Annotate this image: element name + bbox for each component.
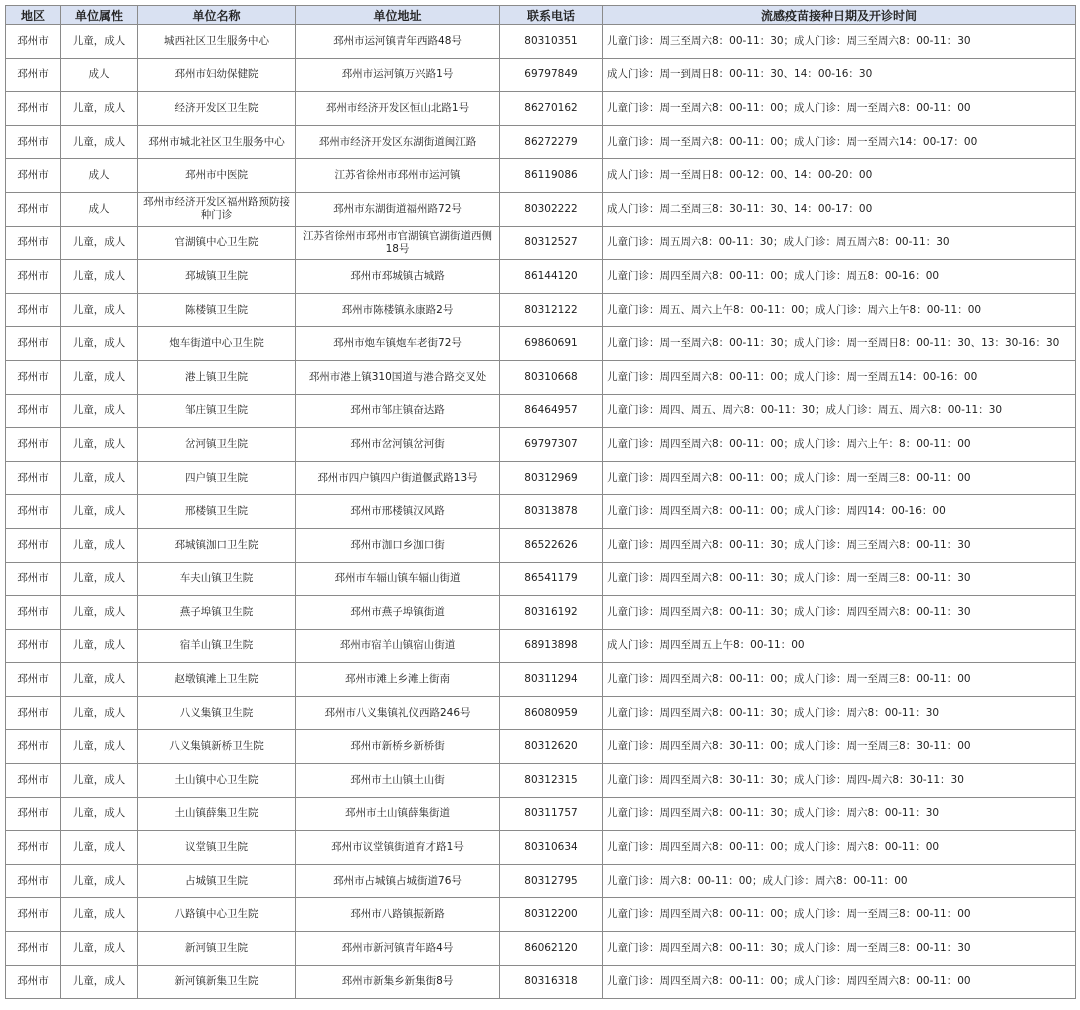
- cell-schedule: 儿童门诊：周四至周六8：00-11：00；成人门诊：周一至周三8：00-11：00: [603, 663, 1076, 697]
- cell-phone: 86144120: [500, 260, 603, 294]
- cell-region: 邳州市: [6, 730, 61, 764]
- cell-phone: 86119086: [500, 159, 603, 193]
- cell-phone: 86464957: [500, 394, 603, 428]
- cell-unit-address: 邳州市宿羊山镇宿山街道: [296, 629, 500, 663]
- cell-schedule: 儿童门诊：周四至周六8：00-11：00；成人门诊：周六上午：8：00-11：00: [603, 428, 1076, 462]
- header-unit-address: 单位地址: [296, 6, 500, 25]
- cell-schedule: 儿童门诊：周六8：00-11：00；成人门诊：周六8：00-11：00: [603, 864, 1076, 898]
- cell-region: 邳州市: [6, 293, 61, 327]
- cell-unit-address: 邳州市八路镇振新路: [296, 898, 500, 932]
- header-row: [6, 6, 1076, 25]
- header-region: 地区: [6, 6, 61, 25]
- cell-schedule: 儿童门诊：周四至周六8：00-11：00；成人门诊：周一至周三8：00-11：00: [603, 898, 1076, 932]
- cell-phone: 86272279: [500, 125, 603, 159]
- cell-schedule: 成人门诊：周二至周三8：30-11：30、14：00-17：00: [603, 192, 1076, 226]
- cell-unit-name: 赵墩镇滩上卫生院: [138, 663, 296, 697]
- table-row: [6, 25, 1076, 59]
- cell-unit-address: 邳州市议堂镇街道育才路1号: [296, 831, 500, 865]
- table-row: [6, 58, 1076, 92]
- cell-unit-type: 儿童，成人: [61, 797, 138, 831]
- cell-schedule: 儿童门诊：周四至周六8：00-11：30；成人门诊：周六8：00-11：30: [603, 797, 1076, 831]
- cell-unit-address: 邳州市经济开发区东湖街道闽江路: [296, 125, 500, 159]
- cell-unit-address: 邳州市八义集镇礼仪西路246号: [296, 696, 500, 730]
- cell-unit-address: 邳州市经济开发区恒山北路1号: [296, 92, 500, 126]
- cell-unit-address: 江苏省徐州市邳州市运河镇: [296, 159, 500, 193]
- cell-unit-name: 陈楼镇卫生院: [138, 293, 296, 327]
- table-row: [6, 764, 1076, 798]
- table-row: [6, 797, 1076, 831]
- cell-unit-name: 新河镇新集卫生院: [138, 965, 296, 999]
- cell-phone: 80311294: [500, 663, 603, 697]
- cell-region: 邳州市: [6, 629, 61, 663]
- cell-unit-name: 占城镇卫生院: [138, 864, 296, 898]
- cell-unit-type: 儿童，成人: [61, 226, 138, 260]
- table-row: [6, 125, 1076, 159]
- cell-unit-name: 邳城镇泇口卫生院: [138, 528, 296, 562]
- cell-phone: 80302222: [500, 192, 603, 226]
- cell-unit-type: 儿童，成人: [61, 461, 138, 495]
- cell-region: 邳州市: [6, 25, 61, 59]
- table-row: [6, 528, 1076, 562]
- cell-unit-name: 四户镇卫生院: [138, 461, 296, 495]
- cell-phone: 80312200: [500, 898, 603, 932]
- cell-unit-type: 成人: [61, 192, 138, 226]
- cell-phone: 80310634: [500, 831, 603, 865]
- cell-unit-type: 儿童，成人: [61, 629, 138, 663]
- cell-schedule: 儿童门诊：周五周六8：00-11：30；成人门诊：周五周六8：00-11：30: [603, 226, 1076, 260]
- cell-unit-name: 邳州市城北社区卫生服务中心: [138, 125, 296, 159]
- cell-unit-address: 邳州市新河镇青年路4号: [296, 932, 500, 966]
- cell-unit-name: 官湖镇中心卫生院: [138, 226, 296, 260]
- table-row: [6, 730, 1076, 764]
- cell-unit-type: 儿童，成人: [61, 528, 138, 562]
- cell-schedule: 儿童门诊：周四至周六8：00-11：00；成人门诊：周五8：00-16：00: [603, 260, 1076, 294]
- cell-phone: 69860691: [500, 327, 603, 361]
- vaccine-schedule-table: [5, 5, 1076, 999]
- cell-region: 邳州市: [6, 528, 61, 562]
- cell-unit-address: 邳州市土山镇薛集街道: [296, 797, 500, 831]
- table-row: [6, 192, 1076, 226]
- cell-phone: 86080959: [500, 696, 603, 730]
- cell-unit-name: 邹庄镇卫生院: [138, 394, 296, 428]
- cell-unit-type: 儿童，成人: [61, 25, 138, 59]
- cell-phone: 80312795: [500, 864, 603, 898]
- table-row: [6, 831, 1076, 865]
- cell-unit-name: 炮车街道中心卫生院: [138, 327, 296, 361]
- header-schedule: 流感疫苗接种日期及开诊时间: [603, 6, 1076, 25]
- table-row: [6, 293, 1076, 327]
- cell-schedule: 儿童门诊：周一至周六8：00-11：30；成人门诊：周一至周日8：00-11：30、13：30-16：30: [603, 327, 1076, 361]
- cell-unit-type: 儿童，成人: [61, 965, 138, 999]
- cell-unit-name: 港上镇卫生院: [138, 360, 296, 394]
- table-row: [6, 428, 1076, 462]
- cell-region: 邳州市: [6, 562, 61, 596]
- cell-region: 邳州市: [6, 327, 61, 361]
- cell-region: 邳州市: [6, 831, 61, 865]
- cell-schedule: 儿童门诊：周四至周六8：00-11：30；成人门诊：周三至周六8：00-11：30: [603, 528, 1076, 562]
- cell-unit-name: 城西社区卫生服务中心: [138, 25, 296, 59]
- cell-unit-type: 儿童，成人: [61, 764, 138, 798]
- cell-unit-address: 邳州市运河镇万兴路1号: [296, 58, 500, 92]
- cell-phone: 86062120: [500, 932, 603, 966]
- table-row: [6, 327, 1076, 361]
- cell-phone: 80312620: [500, 730, 603, 764]
- cell-schedule: 儿童门诊：周三至周六8：00-11：30；成人门诊：周三至周六8：00-11：30: [603, 25, 1076, 59]
- cell-unit-type: 儿童，成人: [61, 92, 138, 126]
- cell-unit-address: 邳州市四户镇四户街道偃武路13号: [296, 461, 500, 495]
- cell-schedule: 成人门诊：周一到周日8：00-11：30、14：00-16：30: [603, 58, 1076, 92]
- cell-schedule: 儿童门诊：周四至周六8：00-11：00；成人门诊：周六8：00-11：00: [603, 831, 1076, 865]
- cell-schedule: 儿童门诊：周五、周六上午8：00-11：00；成人门诊：周六上午8：00-11：00: [603, 293, 1076, 327]
- cell-phone: 80312527: [500, 226, 603, 260]
- table-row: [6, 495, 1076, 529]
- cell-region: 邳州市: [6, 596, 61, 630]
- cell-unit-name: 土山镇薛集卫生院: [138, 797, 296, 831]
- cell-unit-name: 邳城镇卫生院: [138, 260, 296, 294]
- header-unit-type: 单位属性: [61, 6, 138, 25]
- cell-schedule: 儿童门诊：周四至周六8：00-11：00；成人门诊：周一至周三8：00-11：00: [603, 461, 1076, 495]
- header-phone: 联系电话: [500, 6, 603, 25]
- cell-unit-name: 邢楼镇卫生院: [138, 495, 296, 529]
- cell-unit-name: 新河镇卫生院: [138, 932, 296, 966]
- cell-region: 邳州市: [6, 159, 61, 193]
- cell-unit-name: 邳州市妇幼保健院: [138, 58, 296, 92]
- cell-unit-type: 儿童，成人: [61, 898, 138, 932]
- cell-unit-type: 儿童，成人: [61, 495, 138, 529]
- cell-region: 邳州市: [6, 696, 61, 730]
- cell-unit-name: 经济开发区卫生院: [138, 92, 296, 126]
- cell-region: 邳州市: [6, 394, 61, 428]
- header-unit-name: 单位名称: [138, 6, 296, 25]
- cell-region: 邳州市: [6, 663, 61, 697]
- cell-unit-address: 邳州市邳城镇古城路: [296, 260, 500, 294]
- cell-unit-type: 儿童，成人: [61, 327, 138, 361]
- cell-schedule: 儿童门诊：周四至周六8：00-11：30；成人门诊：周六8：00-11：30: [603, 696, 1076, 730]
- cell-schedule: 儿童门诊：周一至周六8：00-11：00；成人门诊：周一至周六14：00-17：00: [603, 125, 1076, 159]
- table-row: [6, 394, 1076, 428]
- cell-unit-address: 江苏省徐州市邳州市官湖镇官湖街道西侧18号: [296, 226, 500, 260]
- cell-schedule: 成人门诊：周一至周日8：00-12：00、14：00-20：00: [603, 159, 1076, 193]
- cell-unit-name: 议堂镇卫生院: [138, 831, 296, 865]
- cell-unit-name: 八义集镇新桥卫生院: [138, 730, 296, 764]
- cell-region: 邳州市: [6, 965, 61, 999]
- cell-unit-type: 儿童，成人: [61, 596, 138, 630]
- cell-phone: 80316318: [500, 965, 603, 999]
- cell-unit-name: 土山镇中心卫生院: [138, 764, 296, 798]
- cell-region: 邳州市: [6, 125, 61, 159]
- cell-unit-type: 儿童，成人: [61, 864, 138, 898]
- cell-unit-name: 邳州市中医院: [138, 159, 296, 193]
- cell-phone: 80310351: [500, 25, 603, 59]
- table-row: [6, 629, 1076, 663]
- cell-unit-address: 邳州市岔河镇岔河街: [296, 428, 500, 462]
- cell-phone: 80312315: [500, 764, 603, 798]
- cell-region: 邳州市: [6, 495, 61, 529]
- cell-schedule: 儿童门诊：周四至周六8：30-11：30；成人门诊：周四-周六8：30-11：30: [603, 764, 1076, 798]
- cell-phone: 69797849: [500, 58, 603, 92]
- cell-unit-address: 邳州市新集乡新集街8号: [296, 965, 500, 999]
- cell-schedule: 儿童门诊：周四至周六8：00-11：30；成人门诊：周一至周三8：00-11：30: [603, 562, 1076, 596]
- cell-unit-address: 邳州市港上镇310国道与港合路交叉处: [296, 360, 500, 394]
- cell-phone: 86270162: [500, 92, 603, 126]
- cell-phone: 80313878: [500, 495, 603, 529]
- cell-phone: 68913898: [500, 629, 603, 663]
- cell-region: 邳州市: [6, 58, 61, 92]
- cell-unit-name: 宿羊山镇卫生院: [138, 629, 296, 663]
- vaccine-schedule-table-wrapper: [5, 5, 1075, 999]
- cell-phone: 80311757: [500, 797, 603, 831]
- cell-schedule: 儿童门诊：周一至周六8：00-11：00；成人门诊：周一至周六8：00-11：00: [603, 92, 1076, 126]
- cell-unit-name: 燕子埠镇卫生院: [138, 596, 296, 630]
- table-row: [6, 663, 1076, 697]
- cell-unit-address: 邳州市邢楼镇汉风路: [296, 495, 500, 529]
- table-row: [6, 932, 1076, 966]
- cell-unit-type: 儿童，成人: [61, 562, 138, 596]
- cell-schedule: 儿童门诊：周四至周六8：00-11：30；成人门诊：周一至周三8：00-11：30: [603, 932, 1076, 966]
- cell-region: 邳州市: [6, 92, 61, 126]
- cell-region: 邳州市: [6, 764, 61, 798]
- cell-unit-name: 邳州市经济开发区福州路预防接种门诊: [138, 192, 296, 226]
- cell-unit-address: 邳州市滩上乡滩上街南: [296, 663, 500, 697]
- cell-unit-type: 儿童，成人: [61, 696, 138, 730]
- cell-schedule: 儿童门诊：周四至周六8：00-11：00；成人门诊：周一至周五14：00-16：00: [603, 360, 1076, 394]
- table-row: [6, 159, 1076, 193]
- cell-unit-type: 儿童，成人: [61, 932, 138, 966]
- cell-unit-type: 儿童，成人: [61, 260, 138, 294]
- cell-schedule: 成人门诊：周四至周五上午8：00-11：00: [603, 629, 1076, 663]
- cell-phone: 80312969: [500, 461, 603, 495]
- cell-unit-name: 车夫山镇卫生院: [138, 562, 296, 596]
- table-row: [6, 92, 1076, 126]
- cell-unit-type: 儿童，成人: [61, 663, 138, 697]
- cell-unit-name: 岔河镇卫生院: [138, 428, 296, 462]
- cell-schedule: 儿童门诊：周四、周五、周六8：00-11：30；成人门诊：周五、周六8：00-11：30: [603, 394, 1076, 428]
- cell-unit-type: 儿童，成人: [61, 125, 138, 159]
- table-row: [6, 260, 1076, 294]
- cell-phone: 80316192: [500, 596, 603, 630]
- cell-unit-name: 八路镇中心卫生院: [138, 898, 296, 932]
- cell-unit-type: 成人: [61, 159, 138, 193]
- table-body: [6, 25, 1076, 999]
- table-row: [6, 461, 1076, 495]
- cell-region: 邳州市: [6, 428, 61, 462]
- cell-phone: 86541179: [500, 562, 603, 596]
- table-row: [6, 360, 1076, 394]
- cell-schedule: 儿童门诊：周四至周六8：00-11：00；成人门诊：周四至周六8：00-11：00: [603, 965, 1076, 999]
- cell-phone: 86522626: [500, 528, 603, 562]
- cell-schedule: 儿童门诊：周四至周六8：00-11：30；成人门诊：周四至周六8：00-11：30: [603, 596, 1076, 630]
- cell-unit-address: 邳州市占城镇占城街道76号: [296, 864, 500, 898]
- cell-region: 邳州市: [6, 932, 61, 966]
- cell-schedule: 儿童门诊：周四至周六8：30-11：00；成人门诊：周一至周三8：30-11：00: [603, 730, 1076, 764]
- table-row: [6, 696, 1076, 730]
- cell-unit-address: 邳州市泇口乡泇口街: [296, 528, 500, 562]
- cell-schedule: 儿童门诊：周四至周六8：00-11：00；成人门诊：周四14：00-16：00: [603, 495, 1076, 529]
- cell-unit-type: 儿童，成人: [61, 428, 138, 462]
- cell-unit-address: 邳州市新桥乡新桥街: [296, 730, 500, 764]
- cell-unit-type: 儿童，成人: [61, 360, 138, 394]
- cell-region: 邳州市: [6, 864, 61, 898]
- cell-unit-type: 儿童，成人: [61, 831, 138, 865]
- cell-unit-type: 儿童，成人: [61, 730, 138, 764]
- cell-region: 邳州市: [6, 260, 61, 294]
- cell-region: 邳州市: [6, 226, 61, 260]
- cell-unit-name: 八义集镇卫生院: [138, 696, 296, 730]
- table-row: [6, 898, 1076, 932]
- cell-unit-type: 儿童，成人: [61, 293, 138, 327]
- cell-phone: 80310668: [500, 360, 603, 394]
- cell-unit-address: 邳州市东湖街道福州路72号: [296, 192, 500, 226]
- cell-unit-type: 儿童，成人: [61, 394, 138, 428]
- table-row: [6, 864, 1076, 898]
- cell-unit-address: 邳州市运河镇青年西路48号: [296, 25, 500, 59]
- cell-unit-address: 邳州市邹庄镇奋达路: [296, 394, 500, 428]
- table-row: [6, 562, 1076, 596]
- cell-unit-address: 邳州市陈楼镇永康路2号: [296, 293, 500, 327]
- table-row: [6, 965, 1076, 999]
- cell-unit-address: 邳州市炮车镇炮车老街72号: [296, 327, 500, 361]
- cell-region: 邳州市: [6, 797, 61, 831]
- cell-unit-type: 成人: [61, 58, 138, 92]
- cell-unit-address: 邳州市燕子埠镇街道: [296, 596, 500, 630]
- cell-region: 邳州市: [6, 461, 61, 495]
- cell-phone: 80312122: [500, 293, 603, 327]
- cell-phone: 69797307: [500, 428, 603, 462]
- table-row: [6, 596, 1076, 630]
- cell-region: 邳州市: [6, 898, 61, 932]
- cell-unit-address: 邳州市土山镇土山街: [296, 764, 500, 798]
- cell-unit-address: 邳州市车辐山镇车辐山街道: [296, 562, 500, 596]
- cell-region: 邳州市: [6, 192, 61, 226]
- cell-region: 邳州市: [6, 360, 61, 394]
- table-row: [6, 226, 1076, 260]
